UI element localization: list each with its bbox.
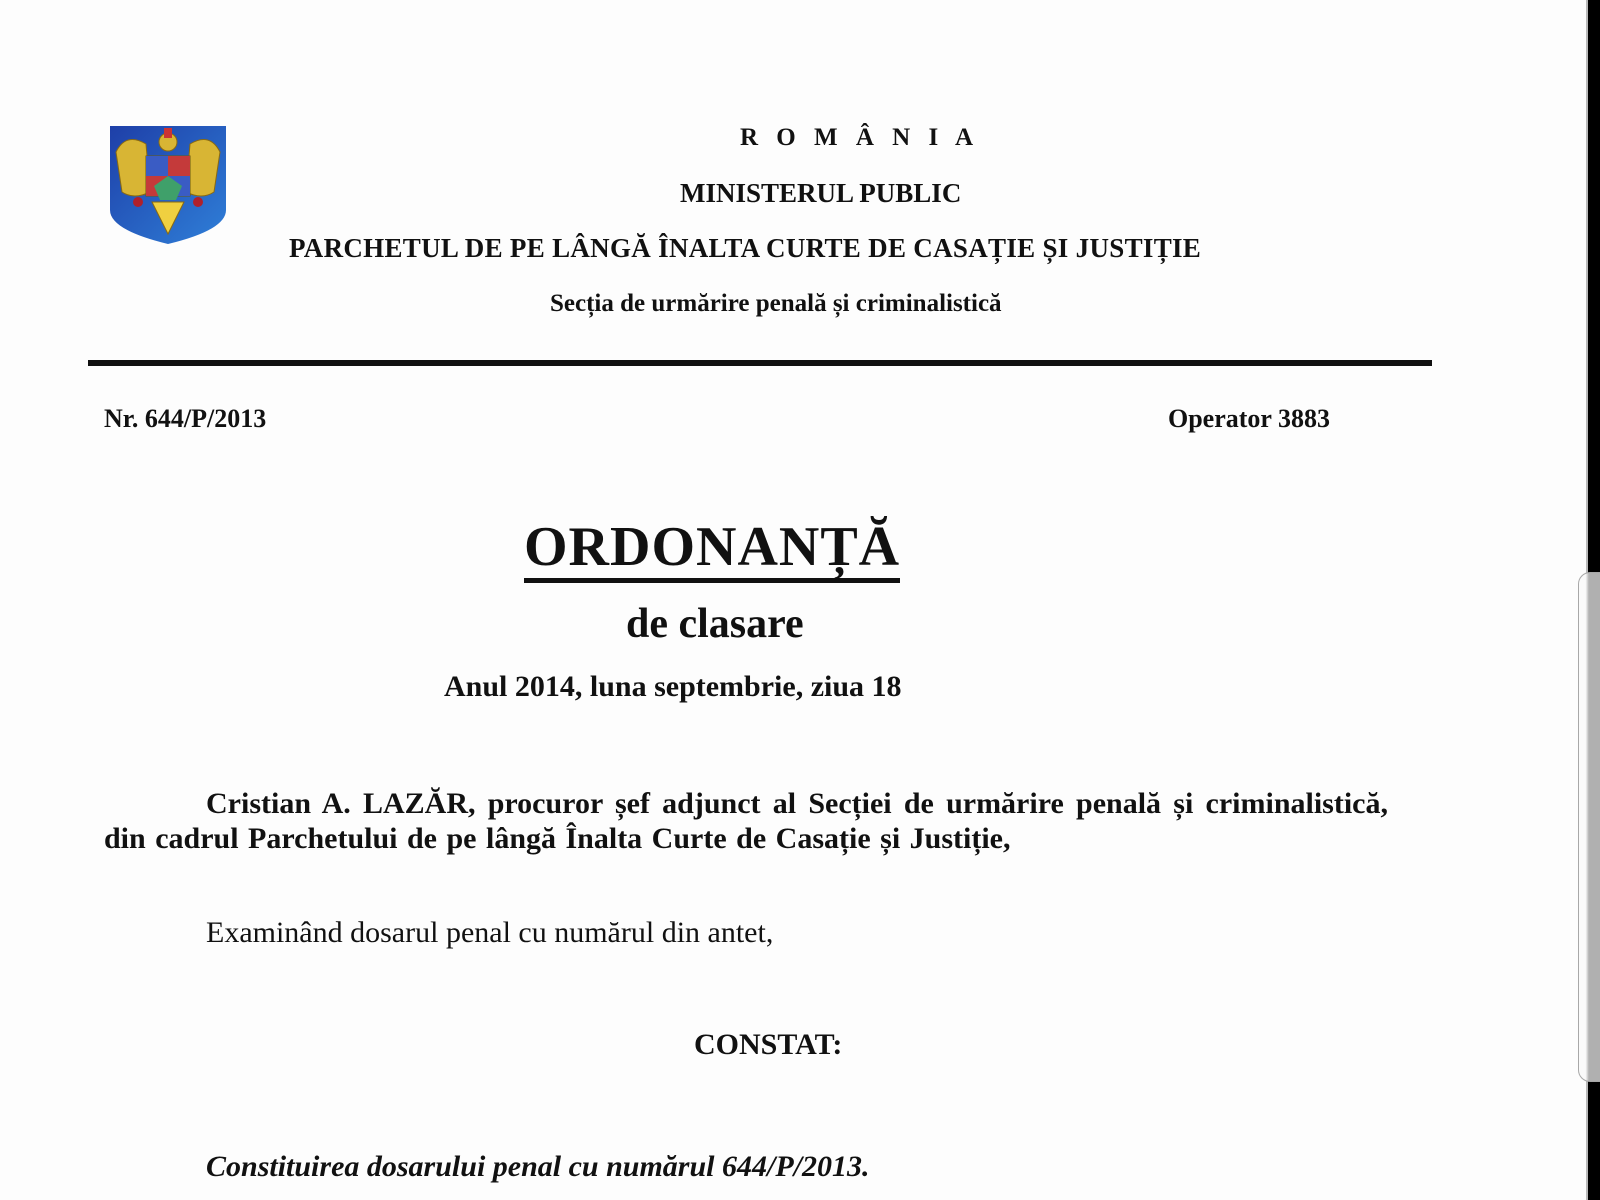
constituirea-line: Constituirea dosarului penal cu numărul 644/P/2013.	[206, 1150, 870, 1183]
examining-line: Examinând dosarul penal cu numărul din antet,	[206, 916, 774, 949]
section-heading: Secția de urmărire penală și criminalistică	[550, 290, 1002, 317]
header-divider	[88, 360, 1432, 366]
document-date: Anul 2014, luna septembrie, ziua 18	[444, 670, 902, 703]
intro-paragraph: Cristian A. LAZĂR, procuror șef adjunct al Secției de urmărire penală și criminalistică, din cadrul Parchetului de pe lângă Înalta Curte de Casație și Justiție,	[104, 787, 1388, 855]
ministry-heading: MINISTERUL PUBLIC	[680, 178, 962, 208]
scroll-handle[interactable]	[1578, 572, 1600, 1082]
document-title: ORDONANȚĂ	[524, 518, 900, 583]
file-number: Nr. 644/P/2013	[104, 404, 267, 433]
institution-heading: PARCHETUL DE PE LÂNGĂ ÎNALTA CURTE DE CASAȚIE ȘI JUSTIȚIE	[289, 233, 1202, 263]
operator-number: Operator 3883	[1168, 404, 1330, 433]
coat-of-arms-icon	[106, 122, 230, 246]
constat-heading: CONSTAT:	[694, 1028, 843, 1061]
country-heading: R O M Â N I A	[740, 124, 980, 151]
document-subtitle: de clasare	[626, 601, 804, 647]
